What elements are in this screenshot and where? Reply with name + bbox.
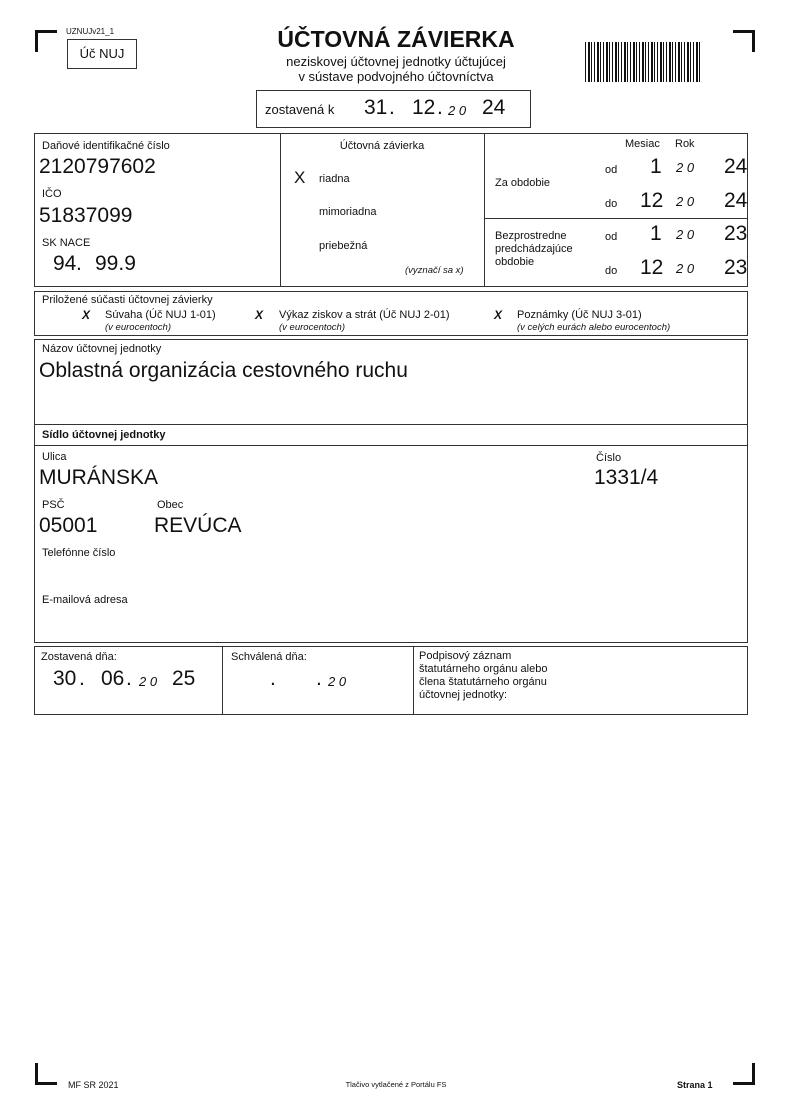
compiled-month[interactable]: 12 xyxy=(412,96,436,119)
footer-center: Tlačivo vytlačené z Portálu FS xyxy=(345,1080,447,1089)
approved-century[interactable]: 2 0 xyxy=(328,674,347,689)
attachment-mark[interactable]: X xyxy=(494,308,503,322)
nace-value-b[interactable]: 99.9 xyxy=(95,252,136,275)
attachment-mark[interactable]: X xyxy=(82,308,91,322)
prev-to-year[interactable]: 23 xyxy=(724,256,748,279)
previous-period-label: Bezprostredne predchádzajúce obdobie xyxy=(495,230,573,268)
ico-label: IČO xyxy=(42,188,62,200)
psc-label: PSČ xyxy=(42,499,65,511)
type-note: (vyznačí sa x) xyxy=(405,265,464,276)
compiled-on-day[interactable]: 30 xyxy=(53,667,77,690)
city-label: Obec xyxy=(157,499,184,511)
number-value[interactable]: 1331/4 xyxy=(594,466,659,489)
type-mark[interactable]: X xyxy=(294,168,306,187)
type-heading: Účtovná závierka xyxy=(339,140,425,152)
entity-name[interactable]: Oblastná organizácia cestovného ruchu xyxy=(39,359,408,382)
signature-label: Podpisový záznam štatutárneho orgánu alebo člena štatutárneho orgánu účtovnej jednotky: xyxy=(419,650,548,701)
compiled-label: zostavená k xyxy=(265,102,335,117)
current-from-year[interactable]: 24 xyxy=(724,155,748,178)
type-option-mimoriadna[interactable]: mimoriadna xyxy=(319,206,377,218)
type-option-priebezna[interactable]: priebežná xyxy=(319,240,368,252)
compiled-on-year[interactable]: 25 xyxy=(172,667,196,690)
compiled-year[interactable]: 24 xyxy=(482,96,506,119)
entity-section xyxy=(34,339,748,643)
current-to-year[interactable]: 24 xyxy=(724,189,748,212)
compiled-date-box: zostavená k 31 . 12 . 2 0 24 xyxy=(256,90,531,128)
attachment-note: (v eurocentoch) xyxy=(105,322,172,333)
name-label: Názov účtovnej jednotky xyxy=(42,343,162,355)
phone-label: Telefónne číslo xyxy=(42,547,116,559)
number-label: Číslo xyxy=(596,452,622,464)
nace-label: SK NACE xyxy=(42,237,91,249)
attachment-label: Poznámky (Úč NUJ 3-01) xyxy=(517,309,642,321)
attachment-mark[interactable]: X xyxy=(255,308,264,322)
subtitle: v sústave podvojného účtovníctva xyxy=(298,69,494,84)
compiled-on-month[interactable]: 06 xyxy=(101,667,125,690)
form-code: UZNUJv21_1 xyxy=(66,27,115,36)
street-label: Ulica xyxy=(42,451,67,463)
current-to-month[interactable]: 12 xyxy=(640,189,664,212)
year-label: Rok xyxy=(675,138,695,150)
current-period-label: Za obdobie xyxy=(495,177,551,189)
approved-label: Schválená dňa: xyxy=(231,651,307,663)
attachments-heading: Priložené súčasti účtovnej závierky xyxy=(42,294,213,306)
street-value[interactable]: MURÁNSKA xyxy=(39,466,159,489)
century: 2 0 xyxy=(448,103,467,118)
prev-from-year[interactable]: 23 xyxy=(724,222,748,245)
attachment-label: Výkaz ziskov a strát (Úč NUJ 2-01) xyxy=(279,309,450,321)
seat-heading: Sídlo účtovnej jednotky xyxy=(42,429,166,441)
compiled-on-label: Zostavená dňa: xyxy=(41,651,117,663)
barcode xyxy=(585,42,701,82)
ico-value[interactable]: 51837099 xyxy=(39,204,133,227)
dic-value[interactable]: 2120797602 xyxy=(39,155,156,178)
nace-value-a[interactable]: 94 xyxy=(53,252,77,275)
attachment-label: Súvaha (Úč NUJ 1-01) xyxy=(105,309,216,321)
footer-left: MF SR 2021 xyxy=(68,1080,119,1090)
form-badge: Úč NUJ xyxy=(67,39,137,69)
psc-value[interactable]: 05001 xyxy=(39,514,98,537)
page-title: ÚČTOVNÁ ZÁVIERKA xyxy=(277,26,515,52)
email-label: E-mailová adresa xyxy=(42,594,128,606)
compiled-day[interactable]: 31 xyxy=(364,96,388,119)
page-number: Strana 1 xyxy=(677,1080,713,1090)
city-value[interactable]: REVÚCA xyxy=(154,514,242,537)
attachment-note: (v celých eurách alebo eurocentoch) xyxy=(517,322,671,333)
current-from-month[interactable]: 1 xyxy=(650,155,662,178)
type-option-riadna[interactable]: riadna xyxy=(319,173,350,185)
subtitle: neziskovej účtovnej jednotky účtujúcej xyxy=(286,54,506,69)
dic-label: Daňové identifikačné číslo xyxy=(42,140,170,152)
prev-from-month[interactable]: 1 xyxy=(650,222,662,245)
prev-to-month[interactable]: 12 xyxy=(640,256,664,279)
month-label: Mesiac xyxy=(625,138,660,150)
attachment-note: (v eurocentoch) xyxy=(279,322,346,333)
